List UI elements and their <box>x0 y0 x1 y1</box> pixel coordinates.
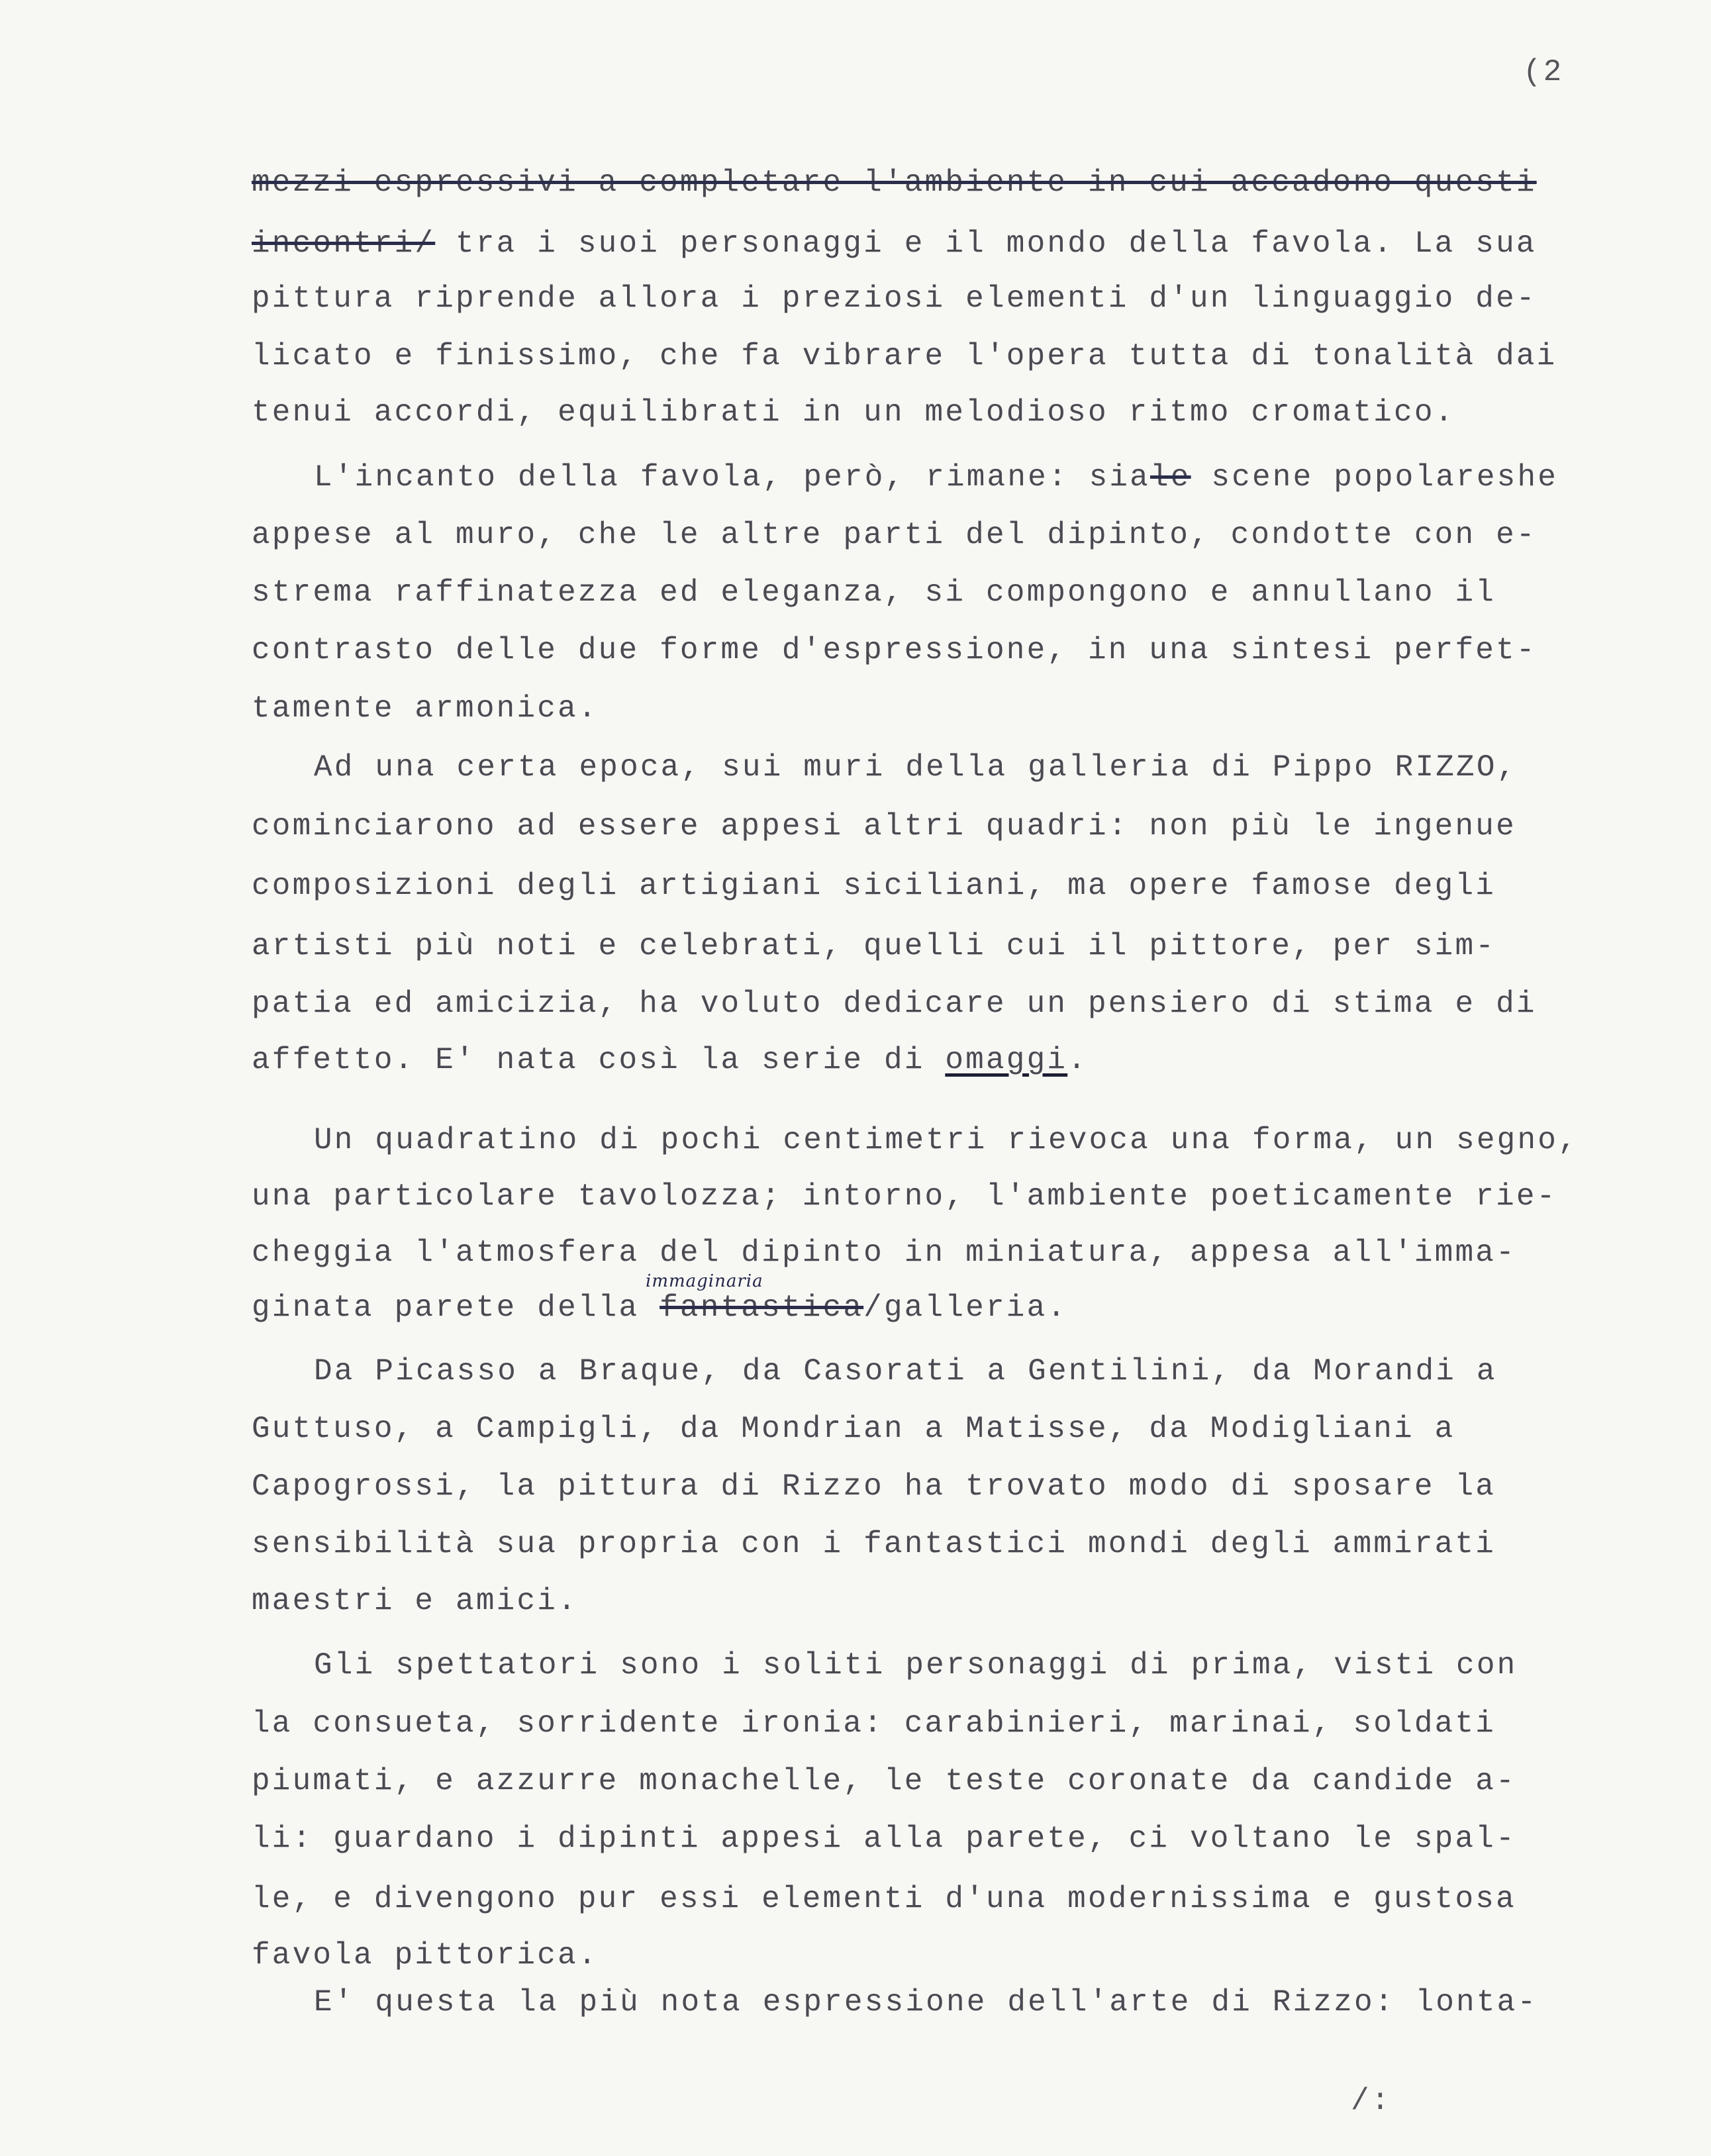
page-number: (2 <box>1523 55 1564 89</box>
text-line <box>252 1238 1516 1268</box>
text-line <box>252 341 1557 371</box>
text-segment: appese al muro, che le altre parti del dipinto, condotte con e- <box>252 518 1537 552</box>
text-segment: /galleria. <box>863 1291 1068 1325</box>
text-segment: strema raffinatezza ed eleganza, si compongono e annullano il <box>252 575 1496 610</box>
text-segment: composizioni degli artigiani siciliani, ma opere famose degli <box>252 869 1496 903</box>
text-line <box>314 752 1517 783</box>
text-segment: artisti più noti e celebrati, quelli cui il pittore, per sim- <box>252 929 1496 963</box>
text-line <box>252 1766 1516 1796</box>
text-segment: ginata parete della <box>252 1291 660 1325</box>
text-segment: scene popolareshe <box>1191 460 1559 495</box>
text-line <box>252 1471 1496 1502</box>
struck-text: le <box>1149 460 1191 495</box>
text-line <box>314 1987 1538 2018</box>
text-line <box>252 1708 1496 1739</box>
underlined-text: omaggi <box>945 1043 1068 1077</box>
text-segment: L'incanto della favola, però, rimane: sia <box>314 460 1150 495</box>
text-line <box>252 1884 1516 1914</box>
text-segment: contrasto delle due forme d'espressione, in una sintesi perfet- <box>252 633 1537 667</box>
text-line <box>252 1586 578 1616</box>
text-segment: licato e finissimo, che fa vibrare l'opera tutta di tonalità dai <box>252 339 1557 373</box>
text-segment: la consueta, sorridente ironia: carabinieri, marinai, soldati <box>252 1706 1496 1741</box>
struck-text: incontri/ <box>252 226 436 261</box>
text-segment: pittura riprende allora i preziosi elementi d'un linguaggio de- <box>252 281 1537 316</box>
text-line <box>252 1181 1557 1212</box>
text-line <box>252 989 1537 1019</box>
text-segment: . <box>1067 1043 1088 1077</box>
text-segment: una particolare tavolozza; intorno, l'ambiente poeticamente rie- <box>252 1179 1557 1214</box>
text-line <box>252 693 599 724</box>
text-line <box>314 1125 1579 1155</box>
text-line <box>314 462 1558 493</box>
text-line <box>252 168 1537 198</box>
text-line <box>252 397 1455 428</box>
text-segment: affetto. E' nata così la serie di <box>252 1043 946 1077</box>
text-line <box>314 1356 1497 1387</box>
struck-text: fantastica <box>660 1291 864 1325</box>
text-segment: maestri e amici. <box>252 1584 578 1618</box>
text-segment: tra i suoi personaggi e il mondo della favola. La sua <box>435 226 1537 261</box>
text-segment: favola pittorica. <box>252 1938 599 1973</box>
struck-text: mezzi espressivi a completare l'ambiente in cui accadono questi <box>252 166 1537 200</box>
text-line <box>252 871 1496 901</box>
text-segment: le, e divengono pur essi elementi d'una modernissima e gustosa <box>252 1882 1516 1916</box>
text-segment: Capogrossi, la pittura di Rizzo ha trovato modo di sposare la <box>252 1469 1496 1504</box>
text-segment: cheggia l'atmosfera del dipinto in miniatura, appesa all'imma- <box>252 1236 1516 1270</box>
text-line <box>252 1045 1088 1075</box>
text-segment: Ad una certa epoca, sui muri della galleria di Pippo RIZZO, <box>314 750 1518 785</box>
text-segment: Gli spettatori sono i soliti personaggi di prima, visti con <box>314 1648 1518 1683</box>
text-segment: tamente armonica. <box>252 691 599 726</box>
text-segment: piumati, e azzurre monachelle, le teste coronate da candide a- <box>252 1764 1516 1798</box>
text-line <box>252 931 1496 961</box>
text-segment: cominciarono ad essere appesi altri quadri: non più le ingenue <box>252 809 1516 844</box>
handwritten-insertion: immaginaria <box>646 1271 763 1291</box>
text-line <box>252 228 1537 259</box>
text-line <box>252 1940 599 1971</box>
text-line <box>252 577 1496 608</box>
text-line <box>252 811 1516 842</box>
text-line <box>252 283 1537 314</box>
text-line <box>252 1529 1496 1559</box>
text-segment: Un quadratino di pochi centimetri rievoca una forma, un segno, <box>314 1123 1579 1157</box>
text-segment: li: guardano i dipinti appesi alla parete, ci voltano le spal- <box>252 1822 1516 1856</box>
text-line <box>252 520 1537 550</box>
text-line <box>252 635 1537 665</box>
text-segment: tenui accordi, equilibrati in un melodioso ritmo cromatico. <box>252 395 1455 430</box>
text-segment: Guttuso, a Campigli, da Mondrian a Matisse, da Modigliani a <box>252 1412 1455 1446</box>
text-segment: Da Picasso a Braque, da Casorati a Gentilini, da Morandi a <box>314 1354 1497 1389</box>
text-segment: E' questa la più nota espressione dell'arte di Rizzo: lonta- <box>314 1985 1538 2020</box>
continuation-mark: /: <box>1351 2084 1392 2118</box>
text-segment: patia ed amicizia, ha voluto dedicare un pensiero di stima e di <box>252 987 1537 1021</box>
text-line <box>252 1824 1516 1854</box>
text-line <box>252 1414 1455 1444</box>
text-segment: sensibilità sua propria con i fantastici mondi degli ammirati <box>252 1527 1496 1561</box>
text-line <box>252 1293 1067 1323</box>
text-line <box>314 1650 1517 1681</box>
